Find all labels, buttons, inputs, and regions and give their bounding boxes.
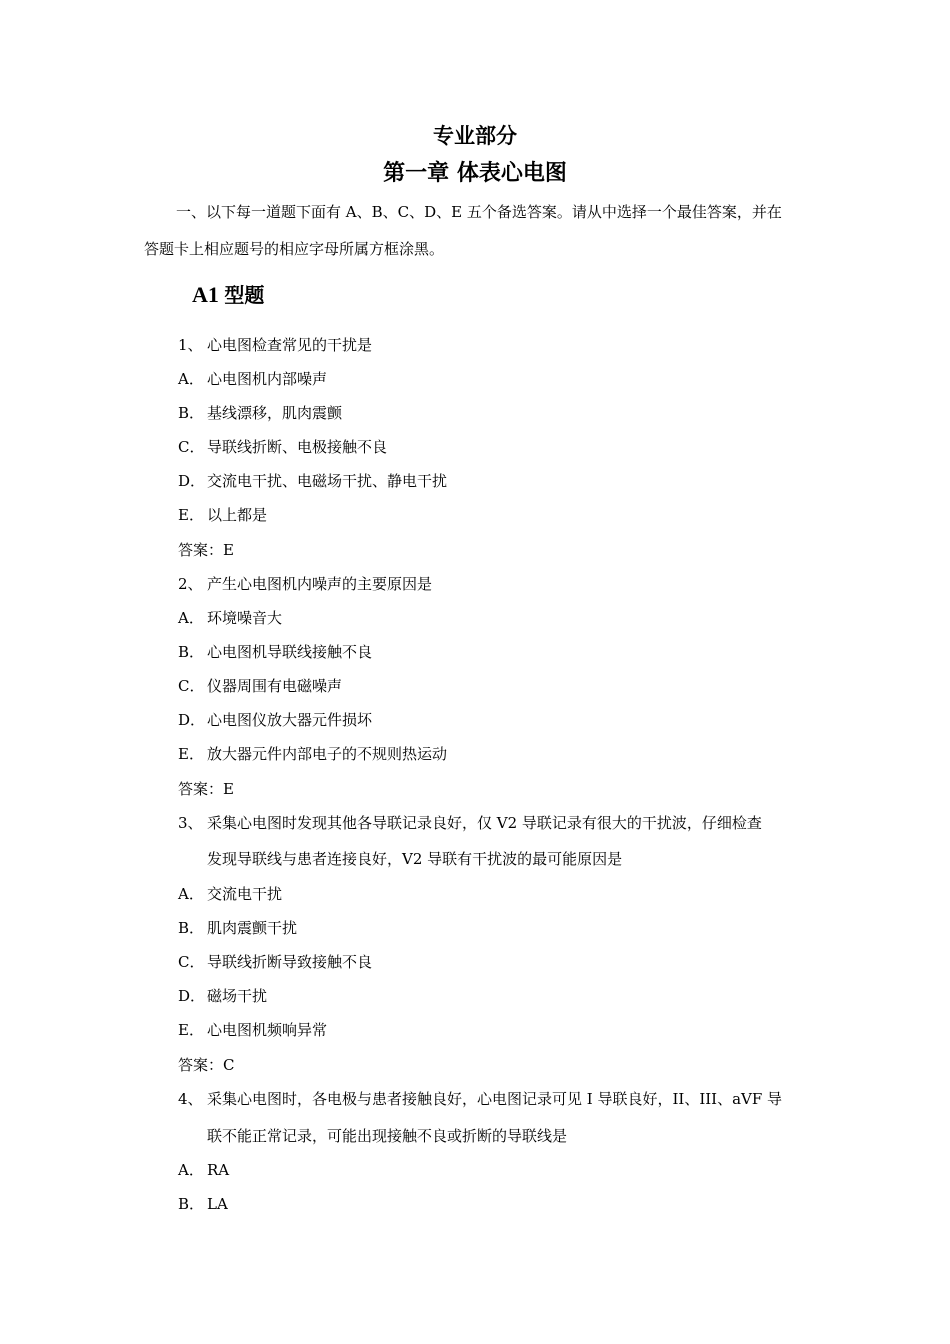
option-text: 仪器周围有电磁噪声 [207, 677, 343, 695]
option-label: B． [178, 1195, 205, 1213]
option-e [178, 504, 267, 526]
option-label: B． [178, 919, 205, 937]
option-text: 心电图机频响异常 [207, 1021, 328, 1039]
option-d [178, 470, 447, 492]
question-text: 心电图检查常见的干扰是 [207, 336, 373, 354]
option-e [178, 743, 447, 765]
section-heading [192, 281, 264, 309]
option-text: RA [207, 1161, 230, 1179]
option-c [178, 436, 387, 458]
question-text: 产生心电图机内噪声的主要原因是 [207, 575, 433, 593]
chapter-title: 第一章 体表心电图 [383, 161, 567, 186]
option-text: 磁场干扰 [207, 987, 268, 1005]
option-label: B． [178, 404, 205, 422]
option-label: A． [178, 370, 204, 388]
option-text: 导联线折断导致接触不良 [207, 953, 373, 971]
option-text: 放大器元件内部电子的不规则热运动 [207, 745, 448, 763]
option-b [178, 641, 372, 663]
question-number: 4、 [178, 1090, 203, 1108]
option-d [178, 709, 372, 731]
option-e [178, 1019, 327, 1041]
option-label: D． [178, 472, 206, 490]
option-c [178, 675, 342, 697]
question-number: 1、 [178, 336, 203, 354]
option-a [178, 607, 282, 629]
option-text: 以上都是 [207, 506, 268, 524]
option-label: C． [178, 677, 205, 695]
option-label: A． [178, 1161, 204, 1179]
option-text: 环境噪音大 [207, 609, 283, 627]
instructions-line-2: 答题卡上相应题号的相应字母所属方框涂黑。 [144, 240, 445, 258]
option-label: A． [178, 885, 204, 903]
question-2 [178, 573, 432, 595]
option-label: B． [178, 643, 205, 661]
question-1 [178, 334, 372, 356]
option-label: E． [178, 1021, 204, 1039]
question-text-continued: 发现导联线与患者连接良好，V2 导联有干扰波的最可能原因是 [207, 850, 623, 868]
section-heading-code: A1 [192, 282, 219, 307]
question-text: 采集心电图时发现其他各导联记录良好，仅 V2 导联记录有很大的干扰波，仔细检查 [207, 814, 762, 832]
option-text: 心电图机导联线接触不良 [207, 643, 373, 661]
option-label: D． [178, 987, 206, 1005]
answer: 答案：E [178, 780, 234, 798]
option-c [178, 951, 372, 973]
option-label: E． [178, 745, 204, 763]
option-label: C． [178, 953, 205, 971]
option-label: E． [178, 506, 204, 524]
option-b [178, 917, 297, 939]
option-text: 交流电干扰、电磁场干扰、静电干扰 [207, 472, 448, 490]
answer: 答案：C [178, 1056, 235, 1074]
option-label: A． [178, 609, 204, 627]
option-a [178, 1159, 229, 1181]
question-number: 3、 [178, 814, 203, 832]
page-title: 专业部分 [433, 124, 517, 148]
instructions-line-1: 一、以下每一道题下面有 A、B、C、D、E 五个备选答案。请从中选择一个最佳答案，并在 [176, 203, 782, 221]
option-b [178, 402, 342, 424]
question-3 [178, 812, 762, 834]
section-heading-label: 型题 [224, 283, 265, 307]
question-number: 2、 [178, 575, 203, 593]
option-text: 心电图仪放大器元件损坏 [207, 711, 373, 729]
option-text: 导联线折断、电极接触不良 [207, 438, 388, 456]
option-text: LA [207, 1195, 228, 1213]
option-label: D． [178, 711, 206, 729]
option-d [178, 985, 267, 1007]
question-text-continued: 联不能正常记录，可能出现接触不良或折断的导联线是 [207, 1127, 568, 1145]
option-b [178, 1193, 228, 1215]
option-a [178, 368, 327, 390]
option-a [178, 883, 282, 905]
option-text: 心电图机内部噪声 [207, 370, 328, 388]
option-text: 交流电干扰 [207, 885, 283, 903]
option-text: 基线漂移，肌肉震颤 [207, 404, 343, 422]
question-text: 采集心电图时，各电极与患者接触良好，心电图记录可见 I 导联良好，II、III、aVF 导 [207, 1090, 783, 1108]
option-label: C． [178, 438, 205, 456]
question-4 [178, 1088, 782, 1110]
option-text: 肌肉震颤干扰 [207, 919, 298, 937]
answer: 答案：E [178, 541, 234, 559]
